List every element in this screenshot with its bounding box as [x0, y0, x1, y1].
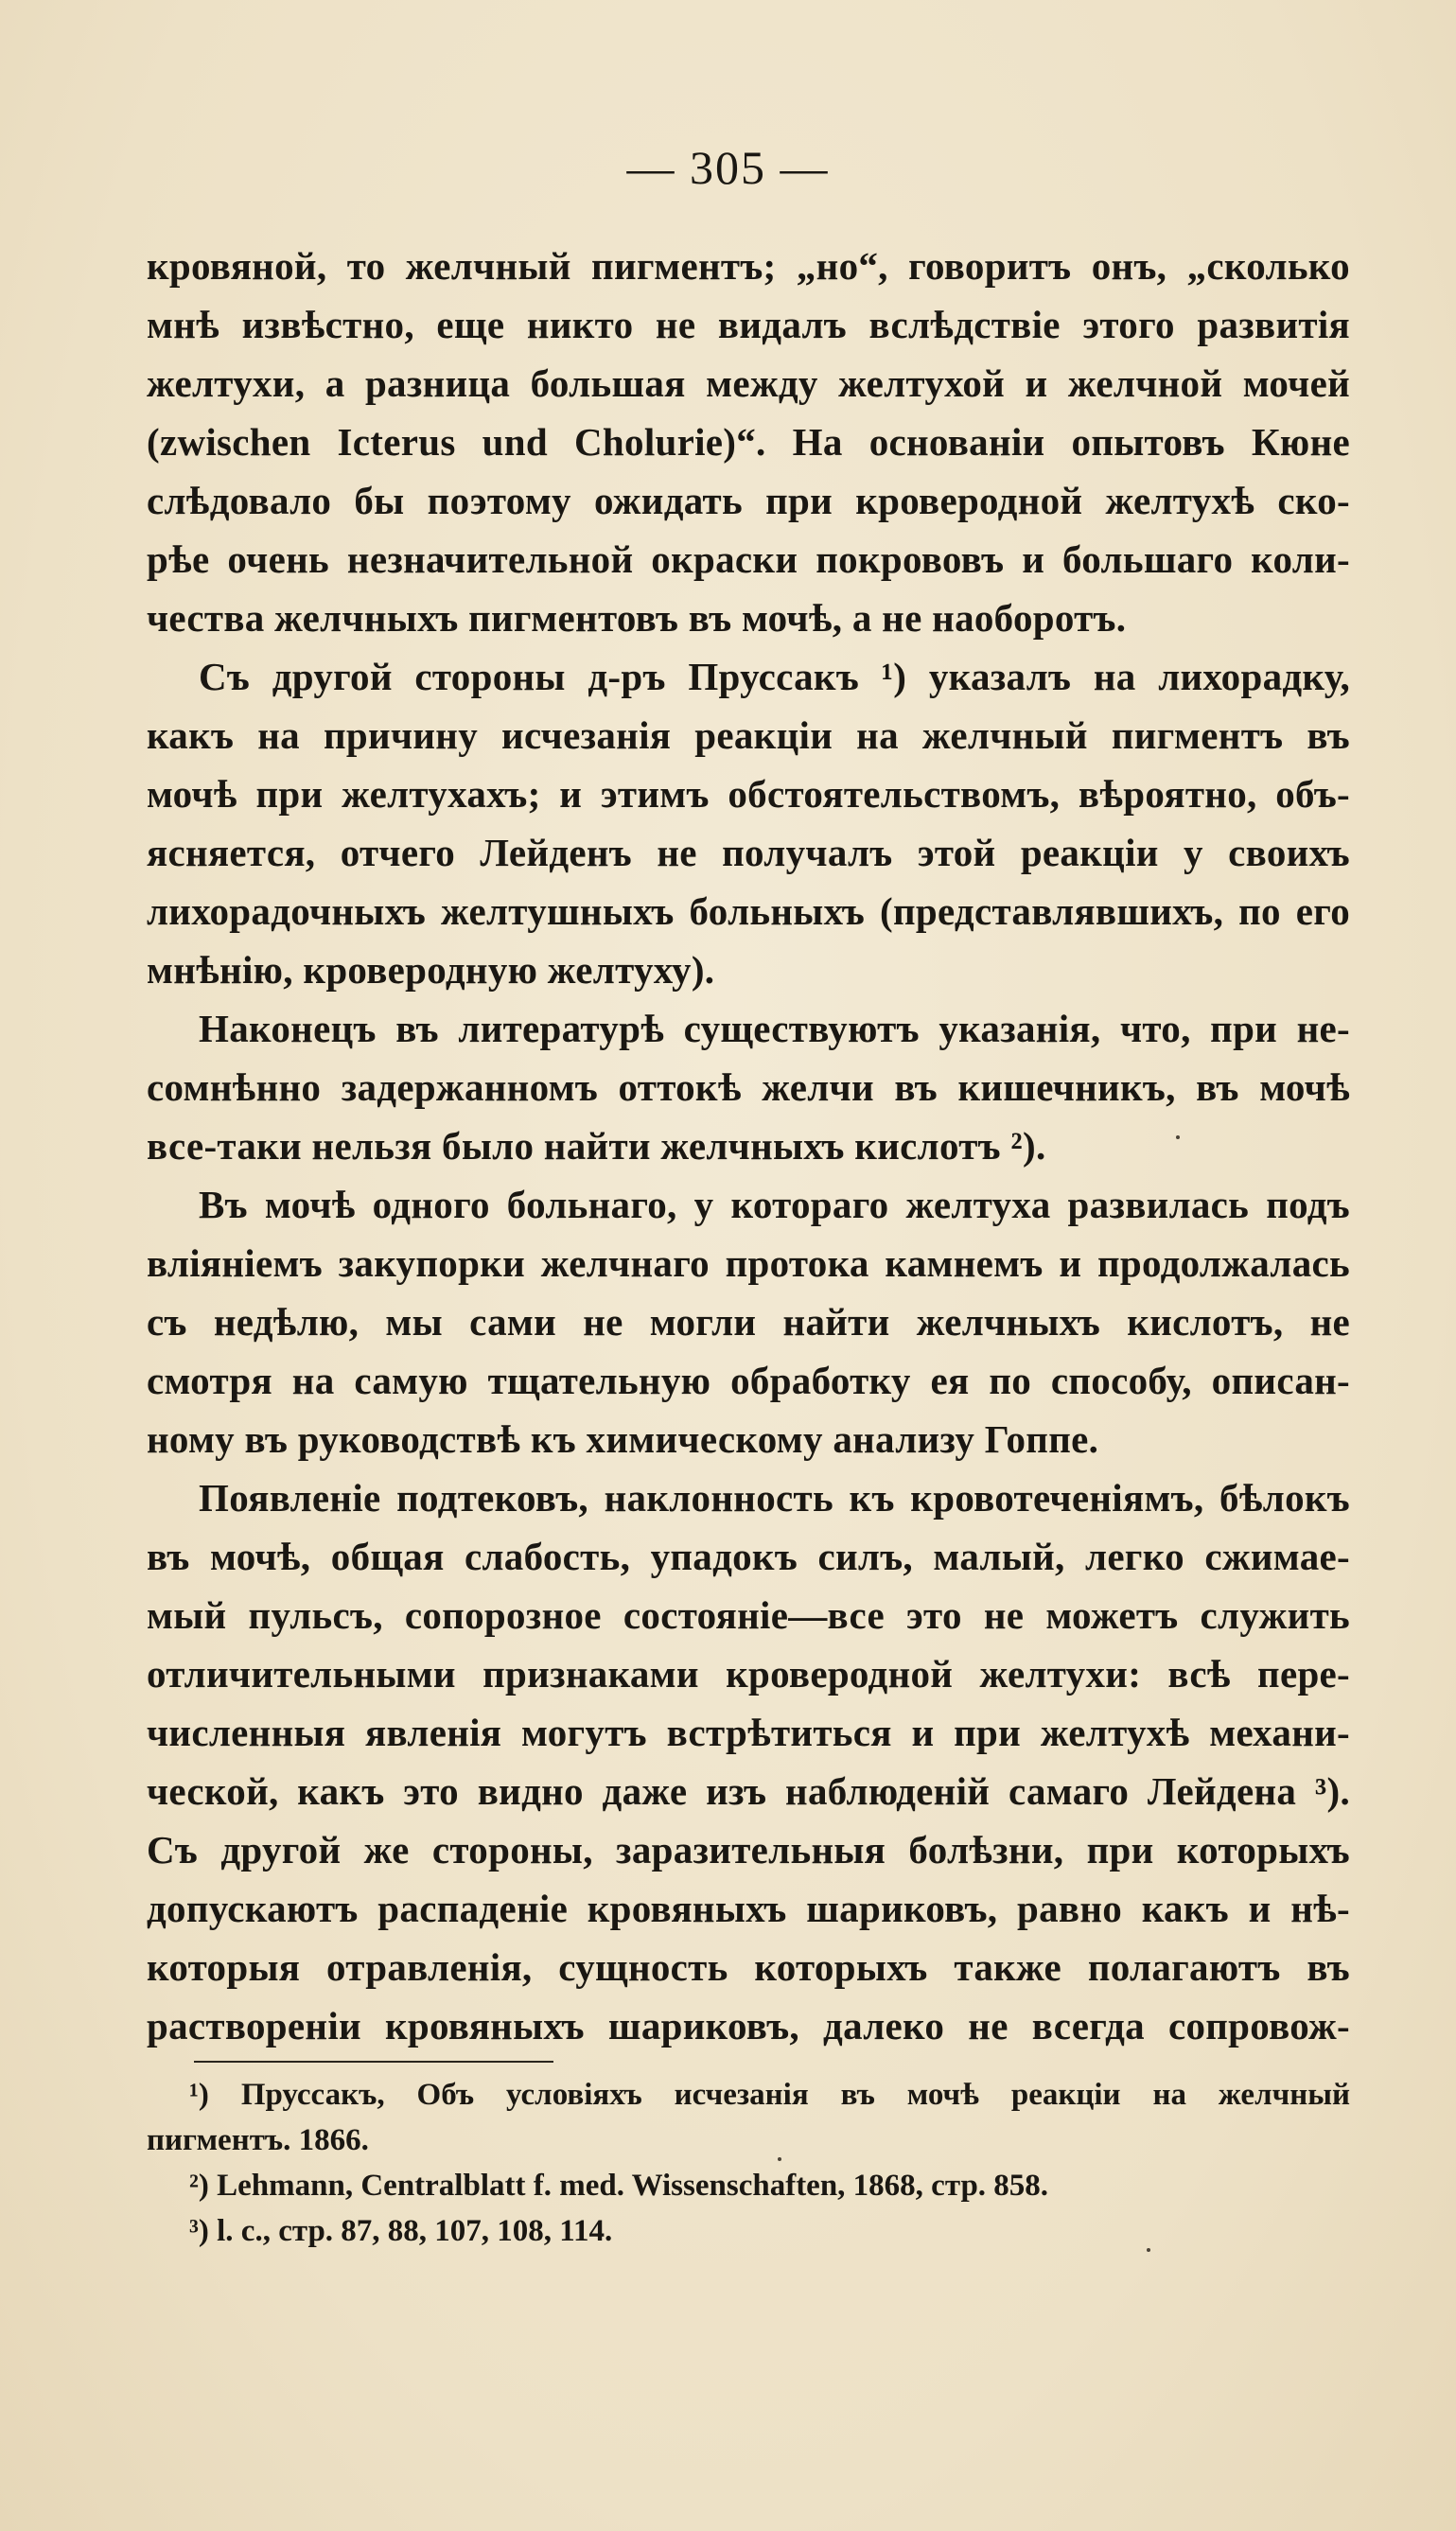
paper-speck [778, 2157, 781, 2161]
text-line: мнѣ извѣстно, еще никто не видалъ вслѣдствіе этого развитія [147, 303, 1350, 346]
footnote-1-continuation: пигментъ. 1866. [147, 2123, 369, 2157]
text-line: кровяной, то желчный пигментъ; „но“, говоритъ онъ, „сколько [147, 244, 1350, 288]
text-line: вліяніемъ закупорки желчнаго протока камнемъ и продолжалась [147, 1241, 1350, 1285]
text-line: ческой, какъ это видно даже изъ наблюденій самаго Лейдена ³). [147, 1769, 1350, 1813]
footnote-1: ¹) Пруссакъ, Объ условіяхъ исчезанія въ мочѣ реакціи на желчный [189, 2078, 1350, 2112]
text-line: съ недѣлю, мы сами не могли найти желчныхъ кислотъ, не [147, 1300, 1350, 1344]
text-line: (zwischen Icterus und Cholurie)“. На основаніи опытовъ Кюне [147, 420, 1350, 464]
text-line: ному въ руководствѣ къ химическому анализу Гоппе. [147, 1417, 1099, 1461]
body-text [147, 237, 1350, 2055]
text-line: которыя отравленія, сущность которыхъ также полагаютъ въ [147, 1945, 1350, 1989]
text-line: въ мочѣ, общая слабость, упадокъ силъ, малый, легко сжимае- [147, 1535, 1350, 1578]
text-line: какъ на причину исчезанія реакціи на желчный пигментъ въ [147, 713, 1350, 757]
text-line: мочѣ при желтухахъ; и этимъ обстоятельствомъ, вѣроятно, объ- [147, 772, 1350, 816]
paragraph-start: Въ мочѣ одного больнаго, у котораго желтуха развилась подъ [199, 1183, 1350, 1226]
text-line: Съ другой же стороны, заразительныя болѣзни, при которыхъ [147, 1828, 1350, 1872]
footnote-2: ²) Lehmann, Centralblatt f. med. Wissenschaften, 1868, стр. 858. [189, 2169, 1049, 2203]
text-line: смотря на самую тщательную обработку ея по способу, описан- [147, 1359, 1350, 1402]
text-line: раствореніи кровяныхъ шариковъ, далеко не всегда сопровож- [147, 2004, 1350, 2048]
paragraph-start: Съ другой стороны д-ръ Пруссакъ ¹) указалъ на лихорадку, [199, 655, 1350, 698]
text-line: ясняется, отчего Лейденъ не получалъ этой реакціи у своихъ [147, 831, 1350, 874]
text-line: чества желчныхъ пигментовъ въ мочѣ, а не наоборотъ. [147, 596, 1127, 640]
text-line: все-таки нельзя было найти желчныхъ кислотъ ²). [147, 1124, 1046, 1168]
text-line: отличительными признаками кроверодной желтухи: всѣ пере- [147, 1652, 1350, 1696]
paper-speck [1176, 1135, 1180, 1139]
text-line: желтухи, а разница большая между желтухой и желчной мочей [147, 361, 1350, 405]
text-line: рѣе очень незначительной окраски покрововъ и большаго коли- [147, 537, 1350, 581]
paper-speck [1147, 2248, 1150, 2252]
text-line: допускаютъ распаденіе кровяныхъ шариковъ, равно какъ и нѣ- [147, 1887, 1350, 1930]
text-line: мый пульсъ, сопорозное состояніе—все это не можетъ служить [147, 1593, 1350, 1637]
text-line: мнѣнію, кроверодную желтуху). [147, 948, 715, 992]
text-line: численныя явленія могутъ встрѣтиться и при желтухѣ механи- [147, 1711, 1350, 1754]
footnotes [147, 2072, 1350, 2254]
footnote-3: ³) l. c., стр. 87, 88, 107, 108, 114. [189, 2214, 613, 2248]
page-number: — 305 — [626, 141, 830, 194]
text-line: лихорадочныхъ желтушныхъ больныхъ (представлявшихъ, по его [147, 889, 1350, 933]
footnote-divider [194, 2061, 553, 2063]
text-line: сомнѣнно задержанномъ оттокѣ желчи въ кишечникъ, въ мочѣ [147, 1065, 1350, 1109]
paragraph-start: Наконецъ въ литературѣ существуютъ указанія, что, при не- [199, 1007, 1350, 1050]
paragraph-start: Появленіе подтековъ, наклонность къ кровотеченіямъ, бѣлокъ [199, 1476, 1350, 1520]
text-line: слѣдовало бы поэтому ожидать при кроверодной желтухѣ ско- [147, 479, 1350, 522]
